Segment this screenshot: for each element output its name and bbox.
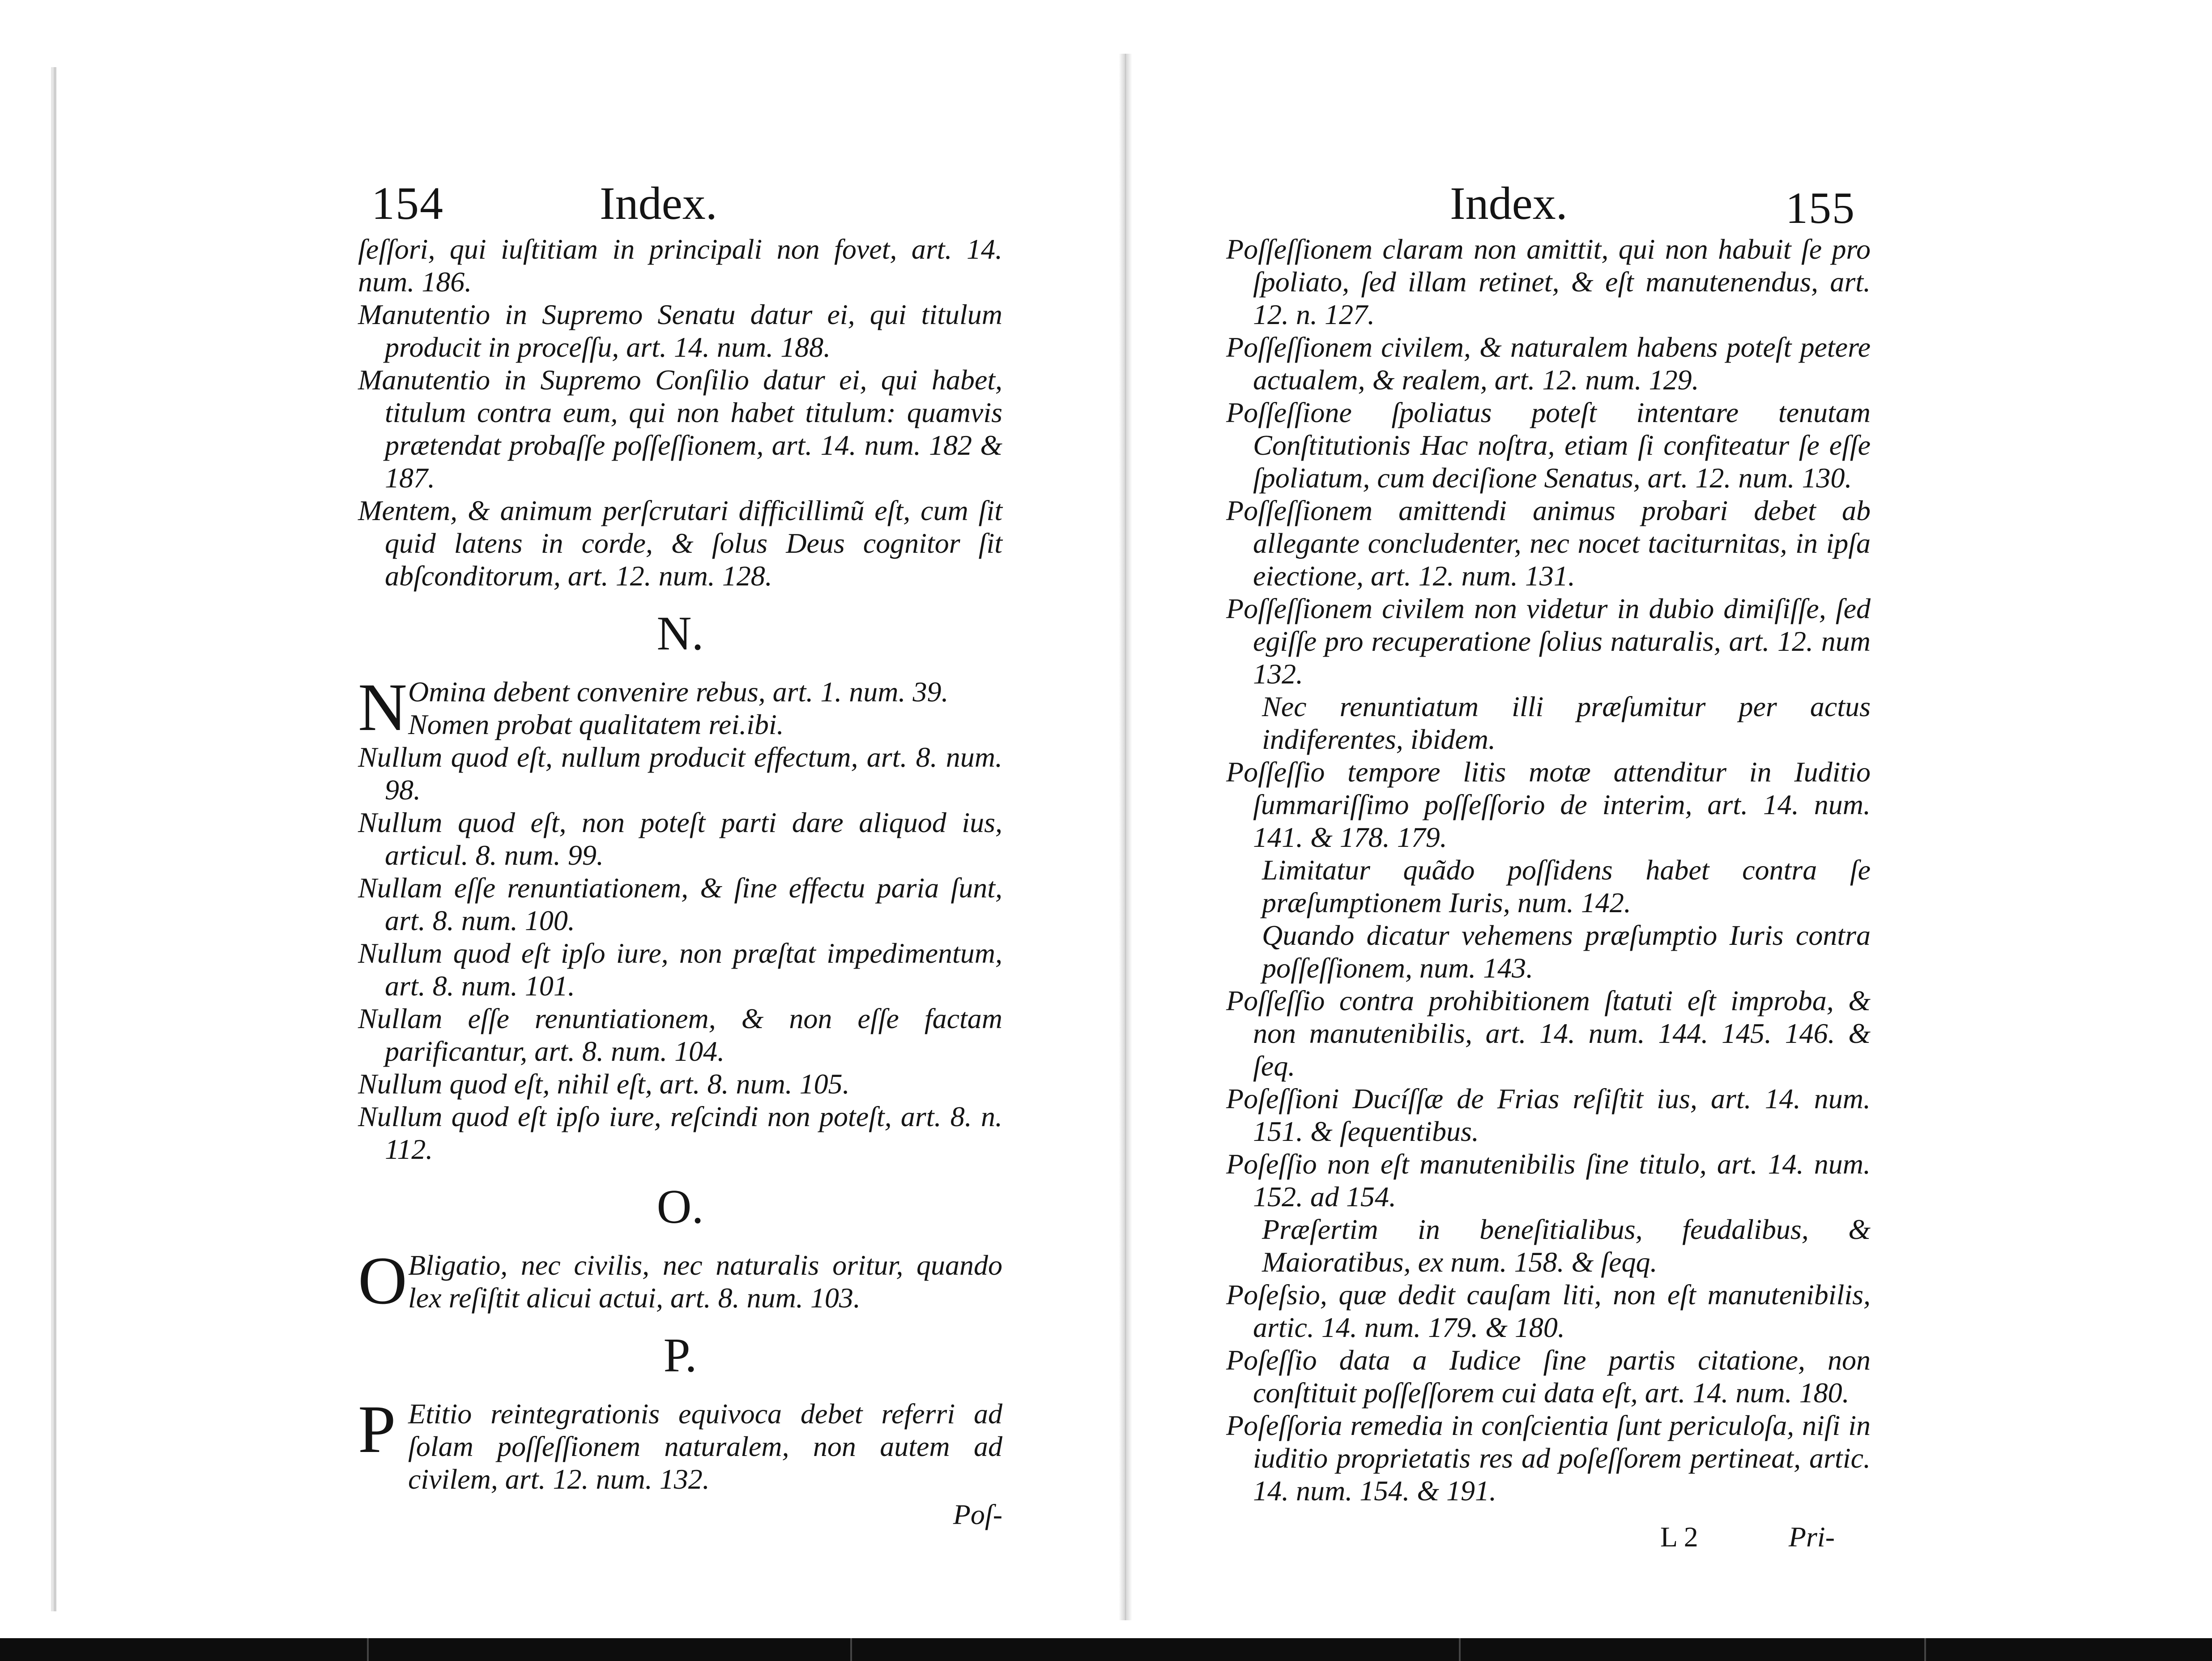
left-page-header xyxy=(358,179,1002,233)
scan-bottom-edge xyxy=(0,1638,2212,1661)
index-subentry: Limitatur quãdo poſſidens habet contra ſe præſumptionem Iuris, num. 142. xyxy=(1262,854,1871,918)
page-number: 155 xyxy=(1786,183,1855,233)
page-title: Index. xyxy=(1450,178,1568,229)
page-title: Index. xyxy=(600,178,717,229)
index-entry: Poſſeſſio contra prohibitionem ſtatuti eſt improba, & non manutenibilis, art. 14. num. 144. 145. 146. & ſeq. xyxy=(1226,985,1871,1082)
index-entry: Poſſeſſio tempore litis motæ attenditur in Iuditio ſummariſſimo poſſeſſorio de interim, art. 14. num. 141. & 178. 179. xyxy=(1226,756,1871,853)
drop-cap-p: P xyxy=(358,1392,396,1467)
edge-mark xyxy=(850,1638,852,1661)
right-page-column xyxy=(1226,179,1871,1556)
right-page-header xyxy=(1226,179,1871,233)
gutter-fold xyxy=(1119,54,1132,1620)
index-entry-dropcap xyxy=(358,1392,1002,1495)
index-entry: Poſſeſſione ſpoliatus poteſt intentare tenutam Conſtitutionis Hac noſtra, etiam ſi confiteatur ſe eſſe ſpoliatum, cum deciſione Senatus, art. 12. num. 130. xyxy=(1226,397,1871,494)
index-entry-dropcap xyxy=(358,670,1002,745)
index-entry-text: Omina debent convenire rebus, art. 1. num. 39. xyxy=(408,676,949,708)
index-subentry: Præſertim in beneſitialibus, feudalibus, & Maioratibus, ex num. 158. & ſeqq. xyxy=(1262,1213,1871,1278)
catchword: Pri- xyxy=(1788,1521,1835,1553)
index-entry: Poſeſſio non eſt manutenibilis ſine titulo, art. 14. num. 152. ad 154. xyxy=(1226,1148,1871,1213)
index-entry: Nullum quod eſt ipſo iure, non præſtat impedimentum, art. 8. num. 101. xyxy=(358,937,1002,1002)
index-entry: Poſeſſoria remedia in conſcientia ſunt periculoſa, niſi in iuditio proprietatis res ad poſeſſorem pertineat, artic. 14. num. 154. & 191. xyxy=(1226,1409,1871,1507)
index-entry: Manutentio in Supremo Senatu datur ei, qui titulum producit in proceſſu, art. 14. num. 188. xyxy=(358,299,1002,363)
signature-mark: L 2 xyxy=(1660,1521,1698,1553)
index-entry: Nullum quod eſt ipſo iure, reſcindi non poteſt, art. 8. n. 112. xyxy=(358,1101,1002,1165)
section-letter-p: P. xyxy=(663,1329,697,1382)
page-number: 154 xyxy=(371,178,444,229)
index-entry: Poſeſſio data a Iudice ſine partis citatione, non conſtituit poſſeſſorem cui data eſt, art. 14. num. 180. xyxy=(1226,1344,1871,1409)
index-entry: Poſſeſſionem amittendi animus probari debet ab allegante concludenter, nec nocet taciturnitas, in ipſa eiectione, art. 12. num. 131. xyxy=(1226,495,1871,592)
index-subentry: Nec renuntiatum illi præſumitur per actus indiferentes, ibidem. xyxy=(1262,691,1871,755)
section-letter-o: O. xyxy=(656,1180,704,1234)
index-entry: Mentem, & animum perſcrutari difficillimũ eſt, cum ſit quid latens in corde, & ſolus Deus cognitor ſit abſconditorum, art. 12. num. 128. xyxy=(358,495,1002,592)
index-entry-text: Nomen probat qualitatem rei.ibi. xyxy=(408,709,784,740)
index-entry: Nullum quod eſt, nihil eſt, art. 8. num. 105. xyxy=(358,1068,850,1100)
index-entry: Poſſeſſionem civilem, & naturalem habens poteſt petere actualem, & realem, art. 12. num. 129. xyxy=(1226,331,1871,396)
index-entry: ſeſſori, qui iuſtitiam in principali non fovet, art. 14. num. 186. xyxy=(358,233,1002,298)
section-letter-n: N. xyxy=(656,607,704,660)
index-entry: Poſeſsio, quæ dedit cauſam liti, non eſt manutenibilis, artic. 14. num. 179. & 180. xyxy=(1226,1279,1871,1343)
left-page-column xyxy=(358,179,1002,1531)
edge-mark xyxy=(1459,1638,1461,1661)
index-entry: Poſſeſſionem civilem non videtur in dubio dimiſiſſe, ſed egiſſe pro recuperatione ſolius naturalis, art. 12. num 132. xyxy=(1226,593,1871,690)
index-entry: Manutentio in Supremo Conſilio datur ei, qui habet, titulum contra eum, qui non habet titulum: quamvis prætendat probaſſe poſſeſſionem, art. 14. num. 182 & 187. xyxy=(358,364,1002,494)
drop-cap-o: O xyxy=(358,1243,407,1318)
signature-row xyxy=(1226,1520,1871,1556)
index-entry-text: Etitio reintegrationis equivoca debet referri ad ſolam poſſeſſionem naturalem, non autem ad civilem, art. 12. num. 132. xyxy=(408,1398,1002,1495)
index-entry: Nullam eſſe renuntiationem, & ſine effectu paria ſunt, art. 8. num. 100. xyxy=(358,872,1002,936)
index-subentry: Quando dicatur vehemens præſumptio Iuris contra poſſeſſionem, num. 143. xyxy=(1262,919,1871,984)
index-entry: Poſſeſſionem claram non amittit, qui non habuit ſe pro ſpoliato, ſed illam retinet, & eſt manutenendus, art. 12. n. 127. xyxy=(1226,233,1871,330)
index-entry: Nullum quod eſt, non poteſt parti dare aliquod ius, articul. 8. num. 99. xyxy=(358,807,1002,871)
drop-cap-n: N xyxy=(358,670,407,745)
index-entry: Nullum quod eſt, nullum producit effectum, art. 8. num. 98. xyxy=(358,741,1002,806)
index-entry-dropcap xyxy=(358,1243,1002,1318)
index-entry: Nullam eſſe renuntiationem, & non eſſe factam parificantur, art. 8. num. 104. xyxy=(358,1003,1002,1067)
index-entry-text: Bligatio, nec civilis, nec naturalis oritur, quando lex reſiſtit alicui actui, art. 8. num. 103. xyxy=(408,1249,1002,1314)
index-entry: Poſeſſioni Ducíſſæ de Frias reſiſtit ius, art. 14. num. 151. & ſequentibus. xyxy=(1226,1083,1871,1147)
catchword: Poſ- xyxy=(953,1499,1002,1530)
edge-mark xyxy=(367,1638,369,1661)
edge-mark xyxy=(1924,1638,1926,1661)
